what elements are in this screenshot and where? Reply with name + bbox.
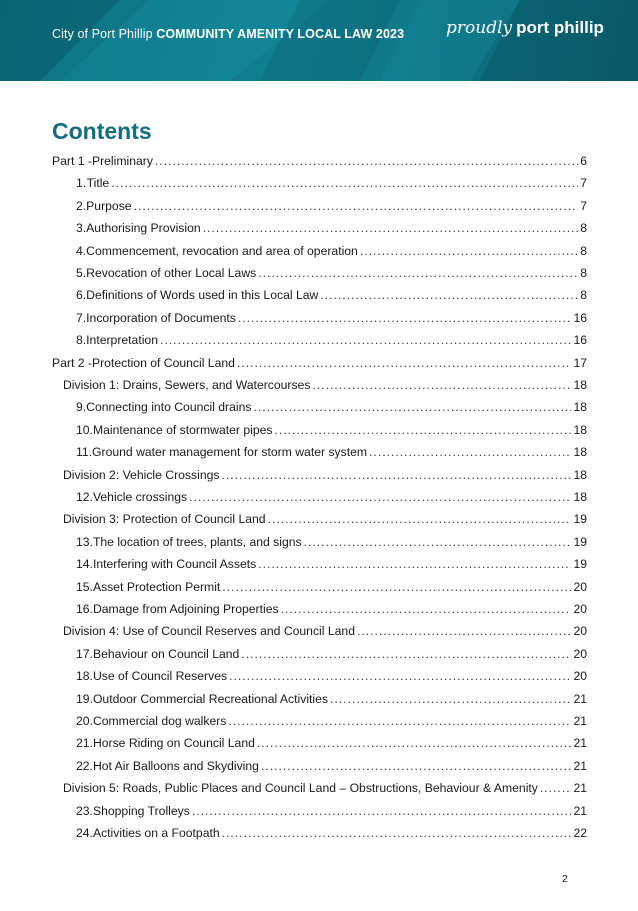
toc-entry-title: Ground water management for storm water system bbox=[92, 445, 368, 460]
toc-entry-title: Incorporation of Documents bbox=[86, 310, 236, 325]
toc-entry-title: Protection of Council Land bbox=[91, 355, 235, 370]
toc-leader-dots bbox=[221, 468, 571, 482]
toc-entry[interactable] bbox=[76, 400, 587, 418]
toc-entry-number: 23. bbox=[76, 803, 93, 818]
toc-leader-dots bbox=[258, 266, 578, 280]
toc-leader-dots bbox=[268, 512, 572, 526]
toc-entry-page: 16 bbox=[573, 333, 587, 348]
toc-leader-dots bbox=[155, 154, 578, 168]
logo-script-text: proudly bbox=[446, 18, 513, 38]
toc-entry-title: Asset Protection Permit bbox=[92, 579, 221, 594]
toc-entry-title: Title bbox=[86, 176, 110, 191]
toc-leader-dots bbox=[229, 669, 571, 683]
toc-leader-dots bbox=[257, 736, 572, 750]
toc-entry[interactable] bbox=[76, 288, 587, 306]
toc-leader-dots bbox=[330, 692, 571, 706]
toc-leader-dots bbox=[281, 602, 572, 616]
toc-entry-page: 18 bbox=[573, 467, 587, 482]
toc-entry-page: 7 bbox=[580, 198, 587, 213]
toc-entry[interactable] bbox=[76, 333, 587, 351]
toc-entry-number: 20. bbox=[76, 714, 93, 728]
toc-entry-page: 18 bbox=[573, 400, 587, 415]
toc-entry-title: Division 4: Use of Council Reserves and Council Land bbox=[63, 624, 355, 639]
toc-entry-number: 11. bbox=[76, 445, 93, 460]
toc-entry[interactable] bbox=[76, 199, 587, 217]
toc-entry-title: Revocation of other Local Laws bbox=[86, 266, 257, 280]
toc-entry-title: Use of Council Reserves bbox=[92, 669, 228, 684]
toc-entry[interactable] bbox=[76, 580, 587, 598]
toc-entry-title: Activities on a Footpath bbox=[92, 826, 220, 840]
toc-entry-page: 18 bbox=[573, 490, 587, 504]
toc-entry-page: 20 bbox=[573, 602, 587, 616]
toc-leader-dots bbox=[241, 647, 571, 661]
toc-entry[interactable] bbox=[76, 445, 587, 463]
toc-entry-number: 16. bbox=[76, 602, 93, 616]
contents-heading: Contents bbox=[52, 118, 152, 144]
toc-entry[interactable] bbox=[63, 378, 587, 396]
toc-entry[interactable] bbox=[76, 647, 587, 665]
toc-entry[interactable] bbox=[76, 244, 587, 262]
toc-entry[interactable] bbox=[76, 535, 587, 553]
toc-leader-dots bbox=[304, 535, 572, 549]
toc-entry[interactable] bbox=[63, 781, 587, 799]
toc-entry[interactable] bbox=[76, 692, 587, 710]
toc-entry-title: Outdoor Commercial Recreational Activities bbox=[92, 691, 328, 706]
toc-leader-dots bbox=[237, 356, 572, 370]
toc-entry[interactable] bbox=[76, 557, 587, 575]
toc-entry-page: 20 bbox=[573, 624, 587, 639]
toc-entry-page: 19 bbox=[573, 512, 587, 527]
toc-entry-page: 19 bbox=[573, 557, 587, 572]
toc-entry[interactable] bbox=[76, 266, 587, 284]
toc-entry-number: 24. bbox=[76, 826, 93, 840]
toc-entry-number: 14. bbox=[76, 557, 93, 572]
page-header-banner bbox=[0, 0, 638, 81]
toc-entry[interactable] bbox=[76, 759, 587, 777]
document-title bbox=[52, 27, 404, 41]
toc-entry-number: 12. bbox=[76, 490, 93, 504]
toc-leader-dots bbox=[203, 221, 579, 235]
toc-entry-number: 19. bbox=[76, 691, 93, 706]
toc-entry-page: 21 bbox=[573, 714, 587, 728]
toc-entry-number: Part 2 - bbox=[52, 355, 92, 370]
toc-entry-title: Division 5: Roads, Public Places and Council Land – Obstructions, Behaviour & Amenity bbox=[63, 781, 538, 796]
toc-entry-title: Division 1: Drains, Sewers, and Watercourses bbox=[63, 378, 311, 392]
toc-entry-page: 21 bbox=[573, 691, 587, 706]
toc-entry-page: 20 bbox=[573, 579, 587, 594]
toc-entry-number: 13. bbox=[76, 534, 93, 549]
local-law-title: COMMUNITY AMENITY LOCAL LAW 2023 bbox=[156, 27, 405, 41]
toc-entry-page: 20 bbox=[573, 669, 587, 684]
toc-entry[interactable] bbox=[76, 221, 587, 239]
toc-entry-number: 17. bbox=[76, 646, 93, 661]
toc-leader-dots bbox=[360, 244, 578, 258]
toc-entry[interactable] bbox=[76, 714, 587, 732]
toc-entry-title: The location of trees, plants, and signs bbox=[92, 534, 302, 549]
toc-entry[interactable] bbox=[76, 423, 587, 441]
toc-entry[interactable] bbox=[76, 669, 587, 687]
toc-entry-number: 5. bbox=[76, 266, 87, 280]
toc-entry-title: Vehicle crossings bbox=[92, 490, 188, 504]
toc-leader-dots bbox=[189, 490, 571, 504]
toc-entry-title: Damage from Adjoining Properties bbox=[92, 602, 279, 616]
toc-entry[interactable] bbox=[76, 804, 587, 822]
toc-entry-number: 6. bbox=[76, 288, 87, 303]
toc-entry-title: Division 2: Vehicle Crossings bbox=[63, 467, 220, 482]
toc-entry-page: 16 bbox=[573, 310, 587, 325]
toc-entry-title: Definitions of Words used in this Local Law bbox=[86, 288, 319, 303]
toc-entry-title: Behaviour on Council Land bbox=[92, 646, 240, 661]
toc-leader-dots bbox=[369, 445, 571, 459]
toc-entry-number: 15. bbox=[76, 579, 93, 594]
council-name: City of Port Phillip bbox=[52, 27, 153, 41]
toc-entry-page: 22 bbox=[573, 826, 587, 840]
toc-entry-number: 2. bbox=[76, 198, 87, 213]
toc-entry-number: 3. bbox=[76, 221, 87, 236]
toc-leader-dots bbox=[160, 333, 571, 347]
toc-entry-number: 18. bbox=[76, 669, 93, 684]
toc-entry-page: 21 bbox=[573, 736, 587, 751]
toc-entry[interactable] bbox=[52, 356, 587, 374]
toc-entry-title: Shopping Trolleys bbox=[92, 803, 190, 818]
toc-entry[interactable] bbox=[63, 624, 587, 642]
toc-leader-dots bbox=[261, 759, 572, 773]
toc-entry-page: 8 bbox=[580, 288, 587, 303]
toc-leader-dots bbox=[222, 826, 572, 840]
toc-entry-page: 21 bbox=[573, 781, 587, 796]
toc-entry-number: 10. bbox=[76, 422, 93, 437]
toc-entry-number: 22. bbox=[76, 758, 93, 773]
toc-entry-page: 21 bbox=[573, 803, 587, 818]
toc-entry-title: Authorising Provision bbox=[86, 221, 201, 236]
toc-entry-page: 8 bbox=[580, 266, 587, 280]
toc-leader-dots bbox=[192, 804, 572, 818]
toc-entry-title: Preliminary bbox=[91, 154, 153, 168]
toc-entry-number: 8. bbox=[76, 333, 87, 348]
toc-entry-number: 4. bbox=[76, 243, 87, 258]
toc-entry-title: Interpretation bbox=[86, 333, 158, 348]
toc-entry-page: 21 bbox=[573, 758, 587, 773]
toc-leader-dots bbox=[111, 176, 578, 190]
toc-entry-title: Purpose bbox=[86, 198, 132, 213]
toc-entry-page: 20 bbox=[573, 646, 587, 661]
toc-entry[interactable] bbox=[76, 176, 587, 194]
toc-entry-page: 8 bbox=[580, 243, 587, 258]
proudly-port-phillip-logo bbox=[446, 18, 604, 38]
toc-entry-title: Commencement, revocation and area of operation bbox=[86, 243, 358, 258]
toc-entry-page: 18 bbox=[573, 422, 587, 437]
toc-entry-title: Maintenance of stormwater pipes bbox=[92, 422, 273, 437]
toc-entry[interactable] bbox=[63, 468, 587, 486]
toc-entry-page: 17 bbox=[573, 355, 587, 370]
toc-entry-number: 1. bbox=[76, 176, 87, 191]
toc-entry-page: 19 bbox=[573, 534, 587, 549]
toc-leader-dots bbox=[222, 580, 571, 594]
toc-entry[interactable] bbox=[63, 512, 587, 530]
toc-entry[interactable] bbox=[76, 826, 587, 844]
toc-entry-page: 18 bbox=[573, 445, 587, 460]
toc-entry-page: 8 bbox=[580, 221, 587, 236]
toc-entry[interactable] bbox=[76, 602, 587, 620]
logo-brand-text: port phillip bbox=[516, 18, 604, 37]
toc-entry-page: 7 bbox=[580, 176, 587, 191]
toc-entry-number: 9. bbox=[76, 400, 87, 415]
toc-entry-page: 18 bbox=[573, 378, 587, 392]
toc-entry[interactable] bbox=[76, 311, 587, 329]
toc-entry[interactable] bbox=[52, 154, 587, 172]
toc-leader-dots bbox=[253, 400, 571, 414]
toc-leader-dots bbox=[320, 288, 578, 302]
toc-entry-title: Commercial dog walkers bbox=[92, 714, 227, 728]
toc-leader-dots bbox=[258, 557, 571, 571]
page-number: 2 bbox=[562, 873, 568, 885]
toc-leader-dots bbox=[274, 423, 571, 437]
toc-leader-dots bbox=[134, 199, 579, 213]
toc-entry-title: Hot Air Balloons and Skydiving bbox=[92, 758, 259, 773]
toc-entry-title: Horse Riding on Council Land bbox=[92, 736, 255, 751]
toc-leader-dots bbox=[312, 378, 571, 392]
toc-entry-title: Division 3: Protection of Council Land bbox=[63, 512, 266, 527]
toc-entry-number: Part 1 - bbox=[52, 154, 92, 168]
toc-entry-page: 6 bbox=[580, 154, 587, 168]
toc-entry-title: Connecting into Council drains bbox=[86, 400, 252, 415]
toc-entry-number: 7. bbox=[76, 310, 87, 325]
toc-entry-title: Interfering with Council Assets bbox=[92, 557, 257, 572]
toc-entry[interactable] bbox=[76, 736, 587, 754]
toc-leader-dots bbox=[540, 781, 572, 795]
toc-leader-dots bbox=[357, 624, 571, 638]
toc-entry[interactable] bbox=[76, 490, 587, 508]
toc-entry-number: 21. bbox=[76, 736, 93, 751]
toc-leader-dots bbox=[228, 714, 571, 728]
toc-leader-dots bbox=[238, 311, 572, 325]
